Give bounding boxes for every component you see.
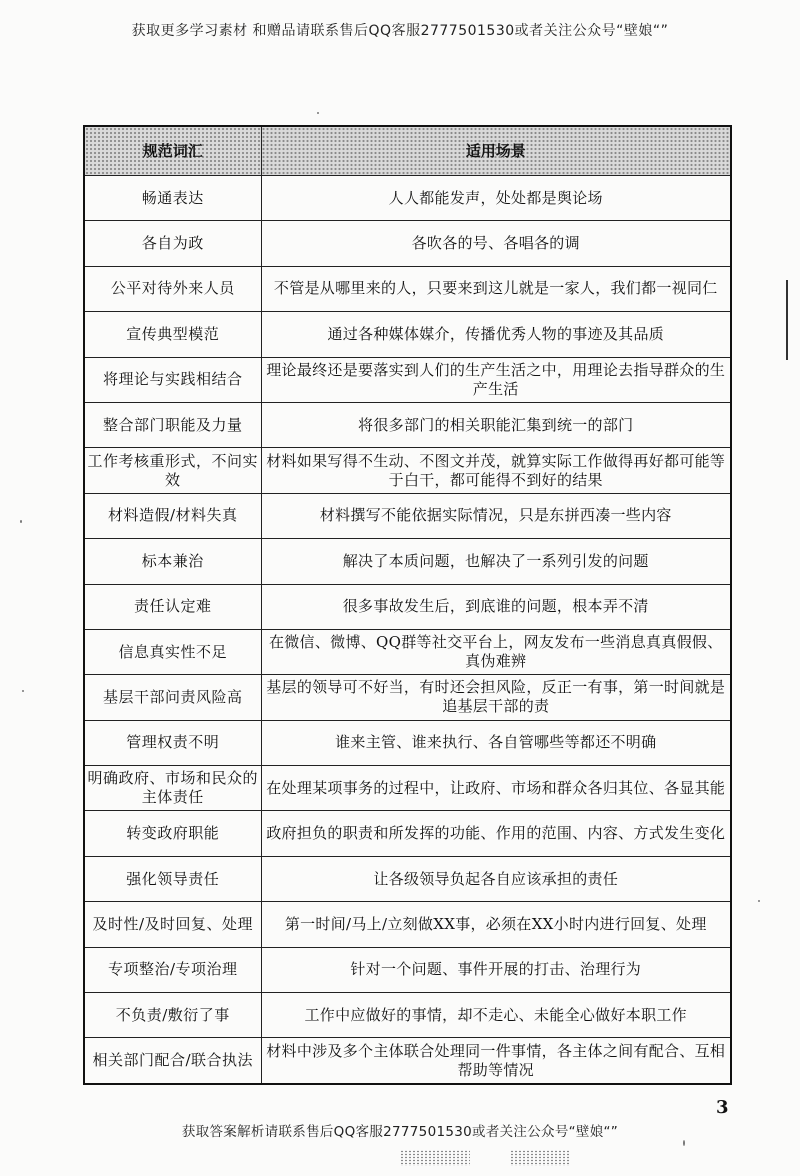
- header-watermark-note: 获取更多学习素材 和赠品请联系售后QQ客服2777501530或者关注公众号“壁娘“”: [131, 23, 669, 39]
- table-header-row: [84, 126, 731, 176]
- scan-speck: [317, 112, 319, 114]
- scene-cell: 理论最终还是要落实到人们的生产生活之中，用理论去指导群众的生产生活: [261, 357, 731, 402]
- term-cell: 公平对待外来人员: [84, 266, 261, 311]
- table-row: [84, 675, 731, 720]
- scan-noise: [510, 1150, 570, 1166]
- table-row: [84, 448, 731, 493]
- scan-speck: [22, 690, 24, 692]
- vocabulary-table: [83, 125, 732, 1085]
- scene-cell: 基层的领导可不好当，有时还会担风险，反正一有事，第一时间就是追基层干部的责: [261, 675, 731, 720]
- table-row: [84, 357, 731, 402]
- scene-cell: 第一时间/马上/立刻做XX事，必须在XX小时内进行回复、处理: [261, 902, 731, 947]
- table-row: [84, 312, 731, 357]
- term-cell: 不负责/敷衍了事: [84, 993, 261, 1038]
- table-row: [84, 629, 731, 674]
- term-cell: 明确政府、市场和民众的主体责任: [84, 766, 261, 811]
- table-row: [84, 493, 731, 538]
- scene-cell: 谁来主管、谁来执行、各自管哪些等都还不明确: [261, 720, 731, 765]
- table-row: [84, 176, 731, 221]
- scene-cell: 各吹各的号、各唱各的调: [261, 221, 731, 266]
- scene-cell: 在处理某项事务的过程中，让政府、市场和群众各归其位、各显其能: [261, 766, 731, 811]
- table-row: [84, 266, 731, 311]
- table-row: [84, 584, 731, 629]
- term-cell: 材料造假/材料失真: [84, 493, 261, 538]
- scene-cell: 将很多部门的相关职能汇集到统一的部门: [261, 402, 731, 447]
- footer-watermark-note: 获取答案解析请联系售后QQ客服2777501530或者关注公众号“壁娘“”: [181, 1124, 619, 1140]
- table-row: [84, 856, 731, 901]
- scan-noise: [400, 1150, 470, 1166]
- table-row: [84, 539, 731, 584]
- page-number: 3: [716, 1097, 729, 1118]
- term-cell: 将理论与实践相结合: [84, 357, 261, 402]
- scene-cell: 政府担负的职责和所发挥的功能、作用的范围、内容、方式发生变化: [261, 811, 731, 856]
- term-cell: 转变政府职能: [84, 811, 261, 856]
- term-cell: 各自为政: [84, 221, 261, 266]
- scene-cell: 工作中应做好的事情，却不走心、未能全心做好本职工作: [261, 993, 731, 1038]
- scene-cell: 解决了本质问题，也解决了一系列引发的问题: [261, 539, 731, 584]
- term-cell: 整合部门职能及力量: [84, 402, 261, 447]
- term-cell: 强化领导责任: [84, 856, 261, 901]
- scene-cell: 不管是从哪里来的人，只要来到这儿就是一家人，我们都一视同仁: [261, 266, 731, 311]
- scene-cell: 很多事故发生后，到底谁的问题，根本弄不清: [261, 584, 731, 629]
- term-cell: 责任认定难: [84, 584, 261, 629]
- table-row: [84, 1038, 731, 1084]
- scan-binding-mark: [786, 280, 788, 360]
- table-row: [84, 221, 731, 266]
- table-row: [84, 402, 731, 447]
- scene-cell: 材料中涉及多个主体联合处理同一件事情，各主体之间有配合、互相帮助等情况: [261, 1038, 731, 1084]
- term-cell: 专项整治/专项治理: [84, 947, 261, 992]
- term-cell: 基层干部问责风险高: [84, 675, 261, 720]
- term-cell: 畅通表达: [84, 176, 261, 221]
- term-cell: 管理权责不明: [84, 720, 261, 765]
- table-row: [84, 993, 731, 1038]
- scene-cell: 材料如果写得不生动、不图文并茂，就算实际工作做得再好都可能等于白干，都可能得不到好的结果: [261, 448, 731, 493]
- table-row: [84, 720, 731, 765]
- scan-speck: [758, 900, 760, 902]
- term-cell: 信息真实性不足: [84, 629, 261, 674]
- table-row: [84, 811, 731, 856]
- term-cell: 工作考核重形式，不问实效: [84, 448, 261, 493]
- column-header-term: 规范词汇: [84, 126, 261, 176]
- term-cell: 标本兼治: [84, 539, 261, 584]
- term-cell: 相关部门配合/联合执法: [84, 1038, 261, 1084]
- scene-cell: 人人都能发声，处处都是舆论场: [261, 176, 731, 221]
- table-row: [84, 766, 731, 811]
- scene-cell: 材料撰写不能依据实际情况，只是东拼西凑一些内容: [261, 493, 731, 538]
- scene-cell: 让各级领导负起各自应该承担的责任: [261, 856, 731, 901]
- term-cell: 及时性/及时回复、处理: [84, 902, 261, 947]
- scene-cell: 通过各种媒体媒介，传播优秀人物的事迹及其品质: [261, 312, 731, 357]
- term-cell: 宣传典型模范: [84, 312, 261, 357]
- table-row: [84, 947, 731, 992]
- column-header-scene: 适用场景: [261, 126, 731, 176]
- table-row: [84, 902, 731, 947]
- scene-cell: 针对一个问题、事件开展的打击、治理行为: [261, 947, 731, 992]
- scan-speck: [683, 1140, 685, 1146]
- scan-speck: [20, 520, 22, 523]
- scene-cell: 在微信、微博、QQ群等社交平台上，网友发布一些消息真真假假、真伪难辨: [261, 629, 731, 674]
